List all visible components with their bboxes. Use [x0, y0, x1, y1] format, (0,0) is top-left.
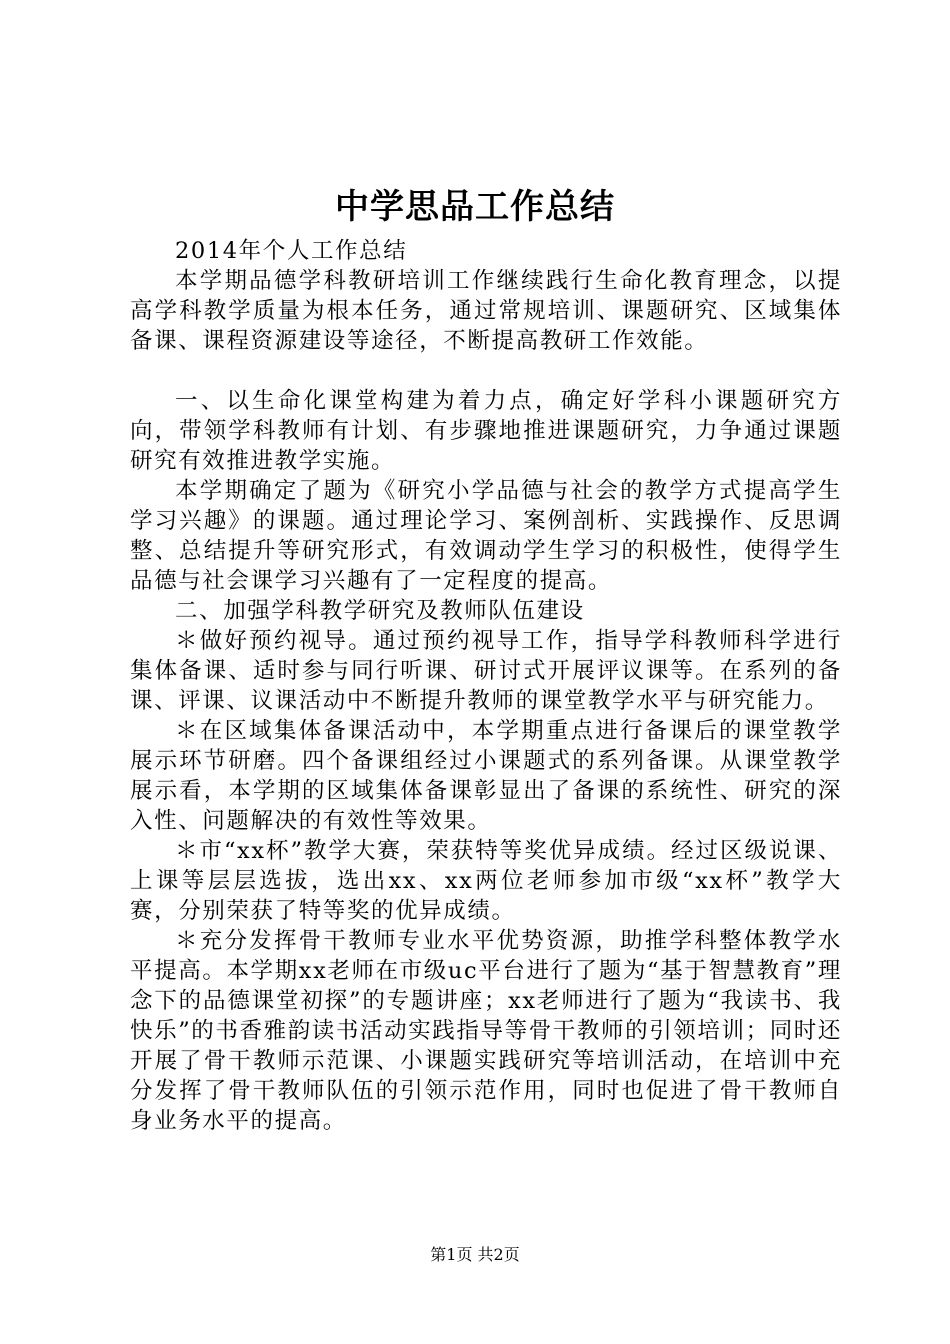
paragraph-item-lesson-prep: ＊在区域集体备课活动中，本学期重点进行备课后的课堂教学展示环节研磨。四个备课组经过小课题式的系列备课。从课堂教学展示看，本学期的区域集体备课彰显出了备课的系统性、研究的深入性、问题解决的有效性等效果。 [130, 718, 842, 834]
paragraph-section-one: 一、以生命化课堂构建为着力点，确定好学科小课题研究方向，带领学科教师有计划、有步骤地推进课题研究，力争通过课题研究有效推进教学实施。 [130, 388, 842, 474]
paragraph-item-contest: ＊市“xx杯”教学大赛，荣获特等奖优异成绩。经过区级说课、上课等层层选拔，选出xx、xx两位老师参加市级“xx杯”教学大赛，分别荣获了特等奖的优异成绩。 [130, 838, 842, 924]
page-title: 中学思品工作总结 [335, 187, 615, 227]
page-number-footer: 第1页 共2页 [430, 1245, 520, 1264]
paragraph-section-two: 二、加强学科教学研究及教师队伍建设 [175, 598, 585, 624]
paragraph-item-guidance: ＊做好预约视导。通过预约视导工作，指导学科教师科学进行集体备课、适时参与同行听课、研讨式开展评议课等。在系列的备课、评课、议课活动中不断提升教师的课堂教学水平与研究能力。 [130, 628, 842, 714]
paragraph-intro: 本学期品德学科教研培训工作继续践行生命化教育理念，以提高学科教学质量为根本任务，通过常规培训、课题研究、区域集体备课、课程资源建设等途径，不断提高教研工作效能。 [130, 268, 842, 354]
paragraph-subtitle: 2014年个人工作总结 [175, 238, 408, 264]
paragraph-item-backbone-teachers: ＊充分发挥骨干教师专业水平优势资源，助推学科整体教学水平提高。本学期xx老师在市级uc平台进行了题为“基于智慧教育”理念下的品德课堂初探”的专题讲座；xx老师进行了题为“我读书、我快乐”的书香雅韵读书活动实践指导等骨干教师的引领培训；同时还开展了骨干教师示范课、小课题实践研究等培训活动，在培训中充分发挥了骨干教师队伍的引领示范作用，同时也促进了骨干教师自身业务水平的提高。 [130, 928, 843, 1134]
paragraph-topic: 本学期确定了题为《研究小学品德与社会的教学方式提高学生学习兴趣》的课题。通过理论学习、案例剖析、实践操作、反思调整、总结提升等研究形式，有效调动学生学习的积极性，使得学生品德与社会课学习兴趣有了一定程度的提高。 [130, 478, 842, 594]
document-body [130, 236, 842, 1136]
paragraph-spacer [130, 356, 842, 386]
